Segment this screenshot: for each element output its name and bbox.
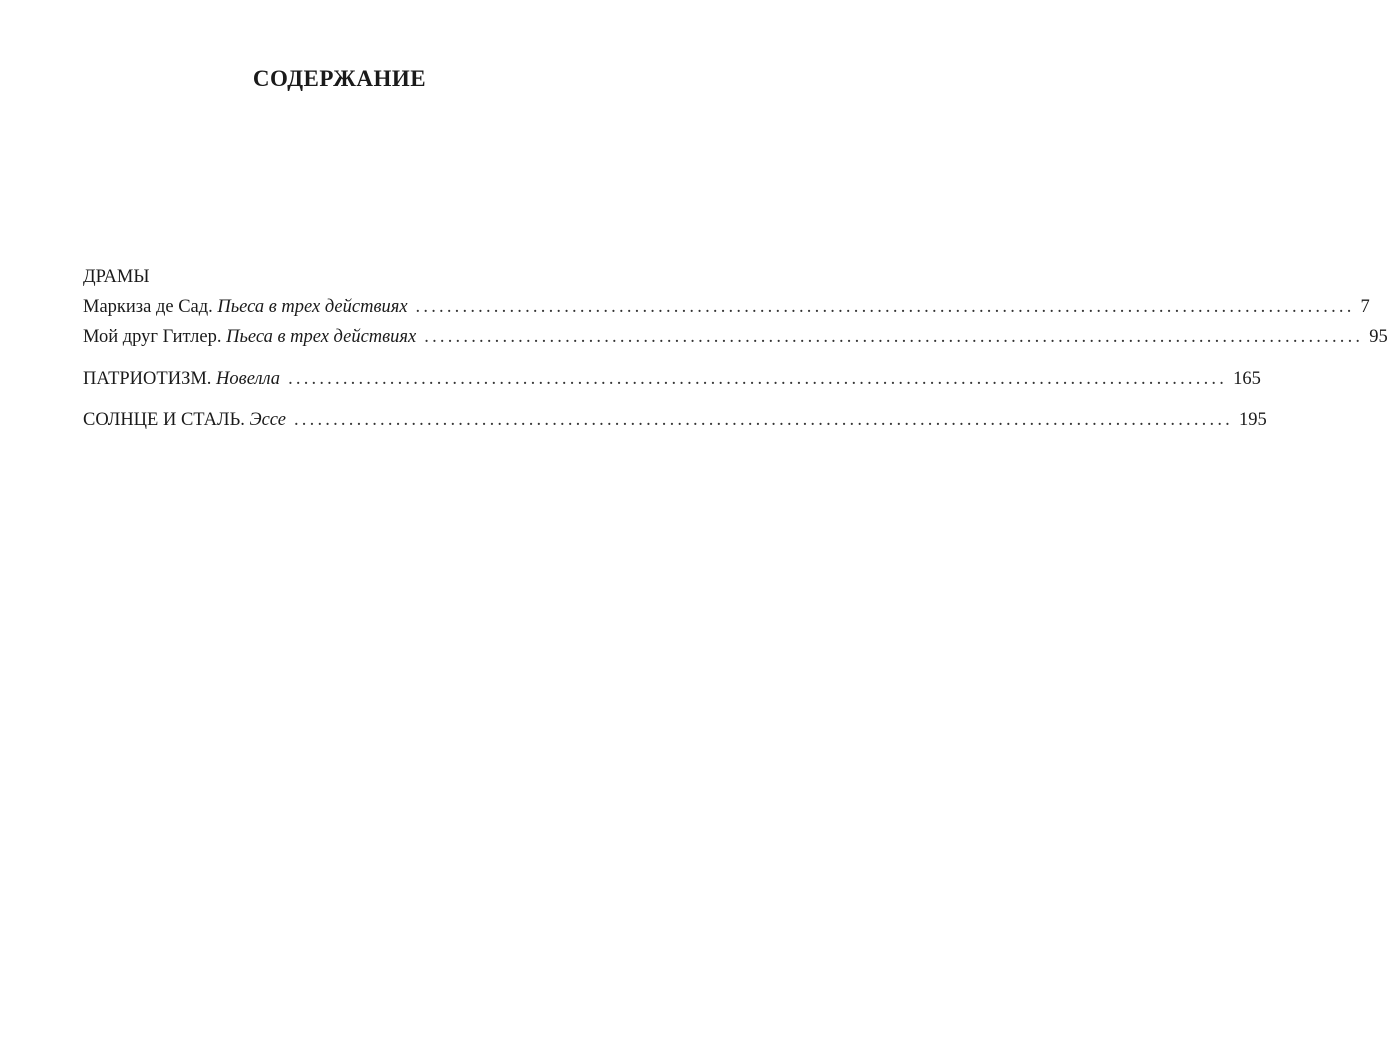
page-title: СОДЕРЖАНИЕ (252, 66, 427, 91)
toc-entry-subtitle: Новелла (216, 369, 281, 389)
toc-page-number: 95 (1369, 327, 1388, 347)
toc-entry-moi-drug-gitler (83, 322, 1388, 352)
toc-entry-title: СОЛНЦЕ И СТАЛЬ. (83, 410, 245, 430)
toc-section-heading: ДРАМЫ (83, 267, 150, 287)
toc-page-number: 165 (1233, 369, 1261, 389)
toc-entry-title: ПАТРИОТИЗМ. (83, 369, 212, 389)
toc-page-number: 7 (1360, 297, 1370, 317)
toc-leader-dots: ........................................................................................................................ (293, 410, 1233, 430)
toc-entry-title: Маркиза де Сад. (83, 297, 213, 317)
toc-entry-subtitle: Пьеса в трех действиях (217, 297, 408, 317)
toc-entry-patriotizm (83, 364, 1261, 394)
toc-leader-dots: ........................................................................................................................ (424, 327, 1364, 347)
toc-entry-solntse-i-stal (83, 405, 1267, 435)
toc-page-number: 195 (1238, 410, 1267, 430)
toc-leader-dots: ........................................................................................................................ (288, 369, 1228, 389)
toc-entry-subtitle: Эссе (249, 410, 286, 430)
toc-entry-markiza-de-sad (83, 292, 1370, 322)
toc-entry-title: Мой друг Гитлер. (83, 327, 222, 347)
table-of-contents (83, 262, 1388, 435)
toc-entry-subtitle: Пьеса в трех действиях (226, 327, 417, 347)
toc-leader-dots: ........................................................................................................................ (415, 297, 1355, 317)
